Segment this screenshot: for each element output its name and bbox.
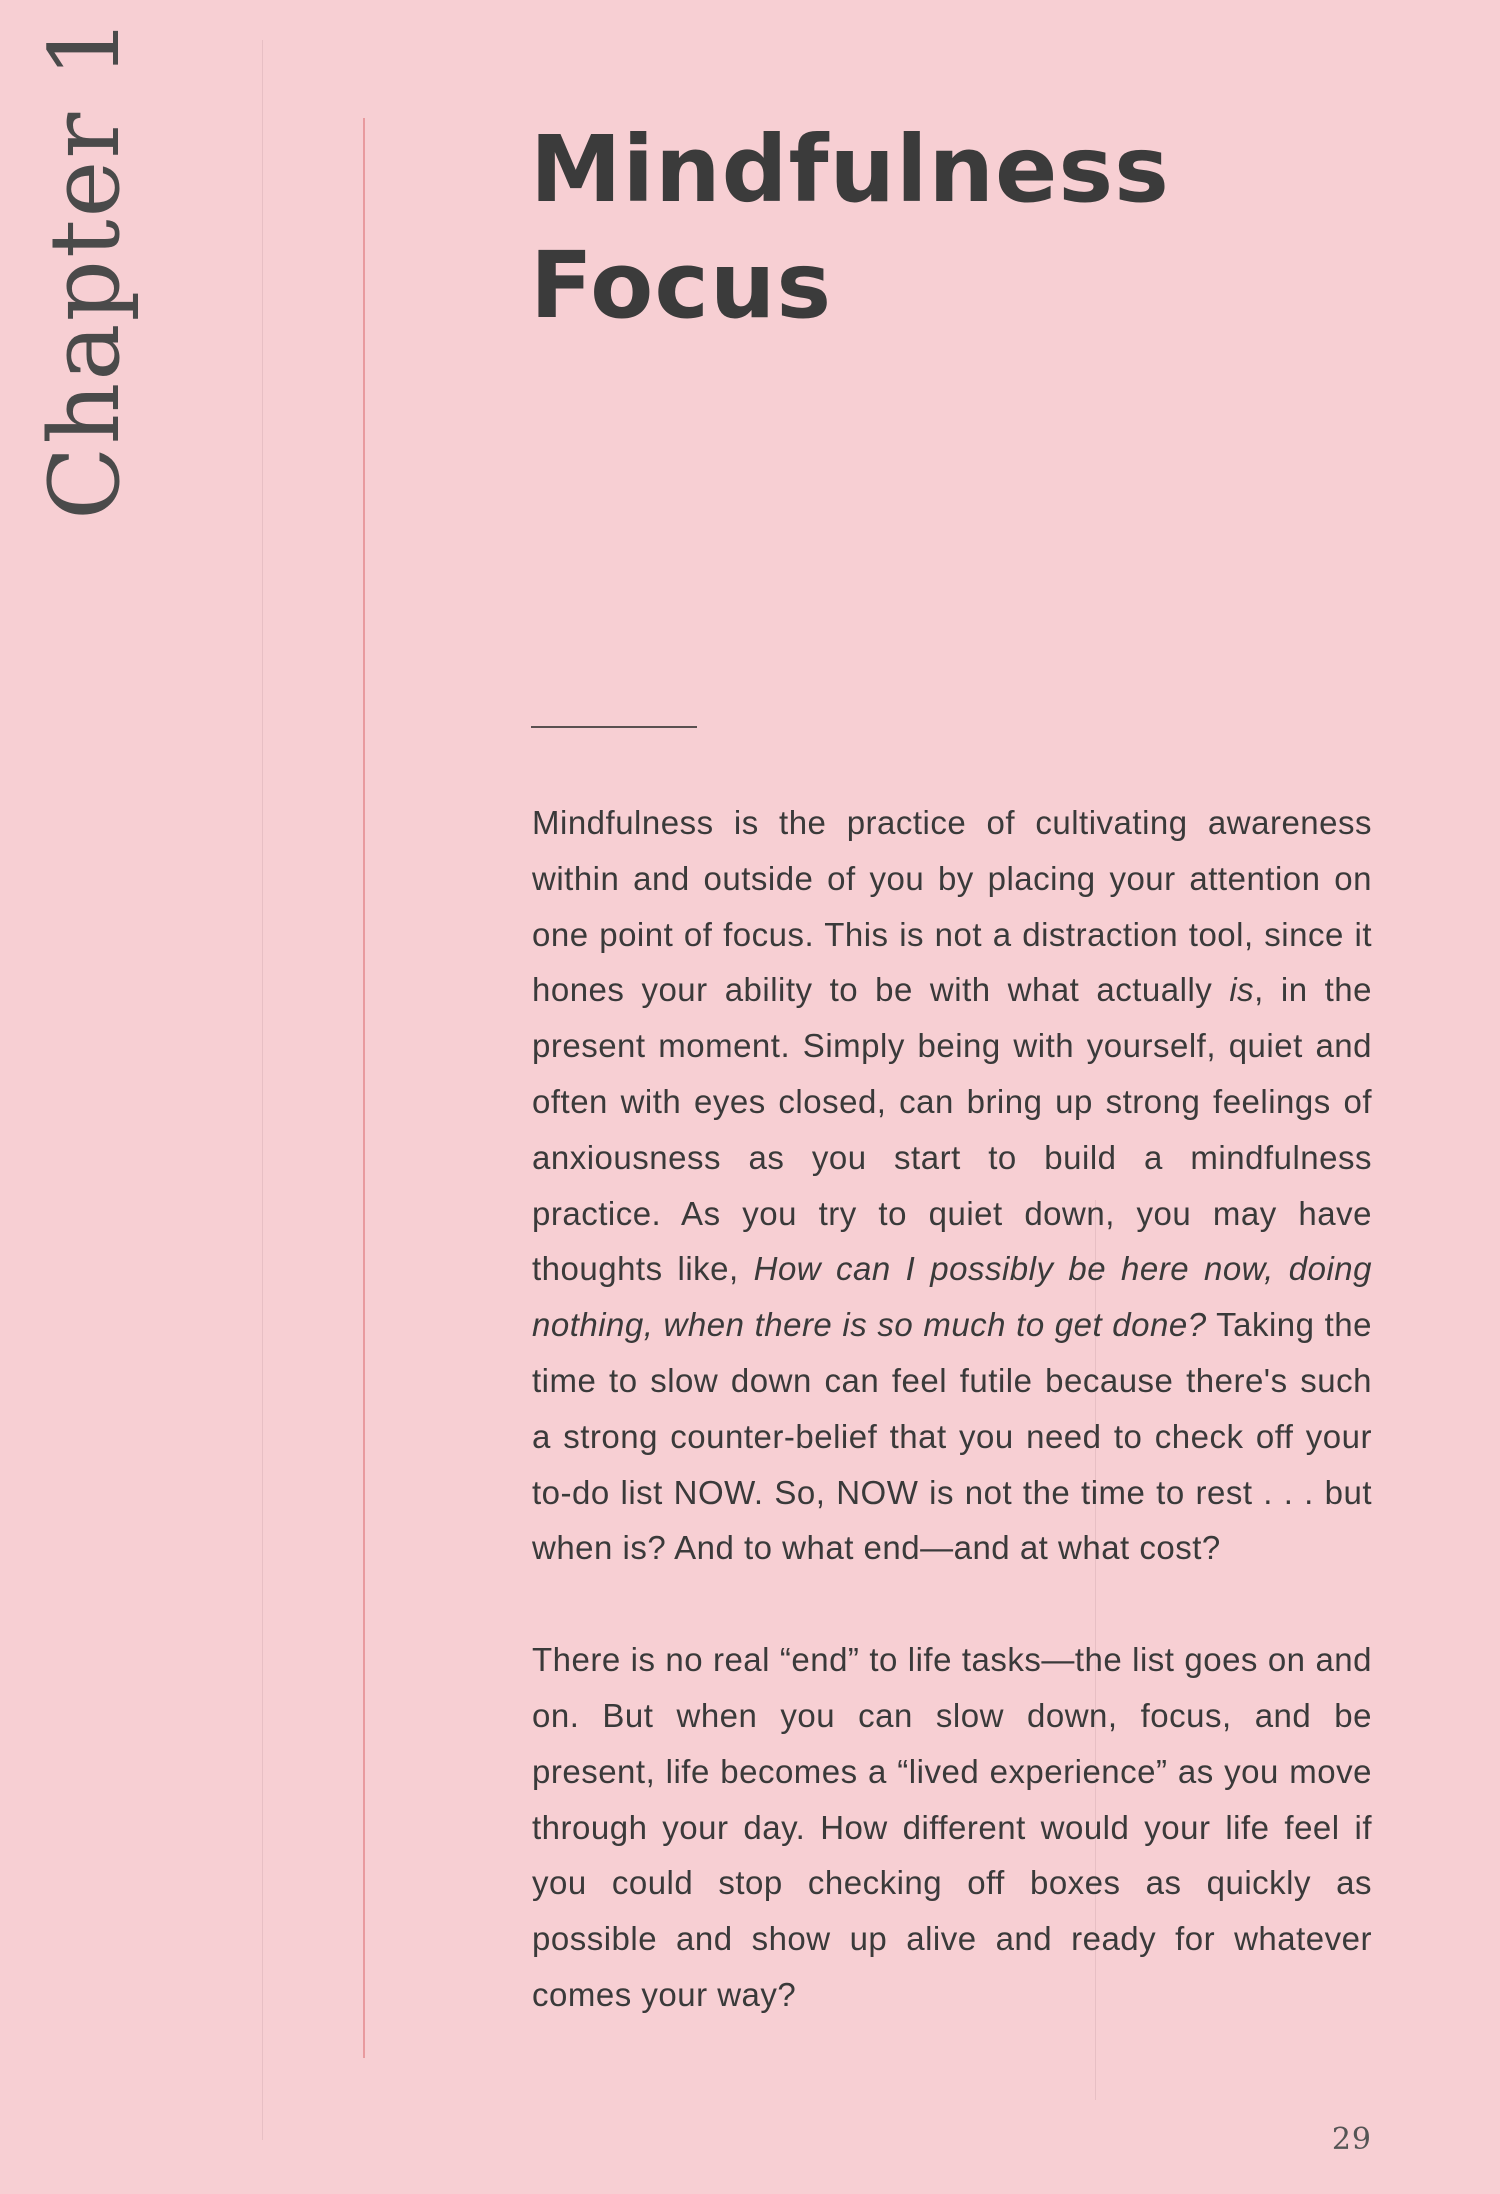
chapter-label: Chapter 1 xyxy=(29,15,141,520)
chapter-title-line-1: Mindfulness xyxy=(530,116,1170,223)
paragraph-1-segment-1: Mindfulness is the practice of cultivating awareness within and outside of you by placing your attention on one point of focus. This is not a distraction tool, since it hones your ability to be with what actually xyxy=(532,804,1372,1009)
vertical-divider xyxy=(363,118,365,2058)
paragraph-1-segment-3: Taking the time to slow down can feel futile because there's such a strong counter-belief that you need to check off your to-do list NOW. So, NOW is not the time to rest . . . but when is? And to what end—and at what cost? xyxy=(532,1306,1372,1567)
chapter-title-line-2: Focus xyxy=(530,232,833,339)
chapter-title xyxy=(530,112,1430,344)
paper-crease xyxy=(262,40,263,2140)
paragraph-1-emphasis-thought: How can I possibly be here now, doing nothing, when there is so much to get done? xyxy=(532,1250,1373,1344)
body-text xyxy=(532,795,1372,2079)
section-divider xyxy=(531,726,697,728)
paragraph-1 xyxy=(532,795,1372,1576)
page-number: 29 xyxy=(1331,2122,1372,2157)
paragraph-1-segment-2: , in the present moment. Simply being with yourself, quiet and often with eyes closed, can bring up strong feelings of anxiousness as you start to build a mindfulness practice. As you try to quiet down, you may have thoughts like, xyxy=(532,971,1372,1288)
paragraph-1-emphasis-is: is xyxy=(1229,971,1255,1009)
paragraph-2: There is no real “end” to life tasks—the list goes on and on. But when you can slow down, focus, and be present, life becomes a “lived experience” as you move through your day. How different would your life feel if you could stop checking off boxes as quickly as possible and show up alive and ready for whatever comes your way? xyxy=(532,1641,1372,2013)
